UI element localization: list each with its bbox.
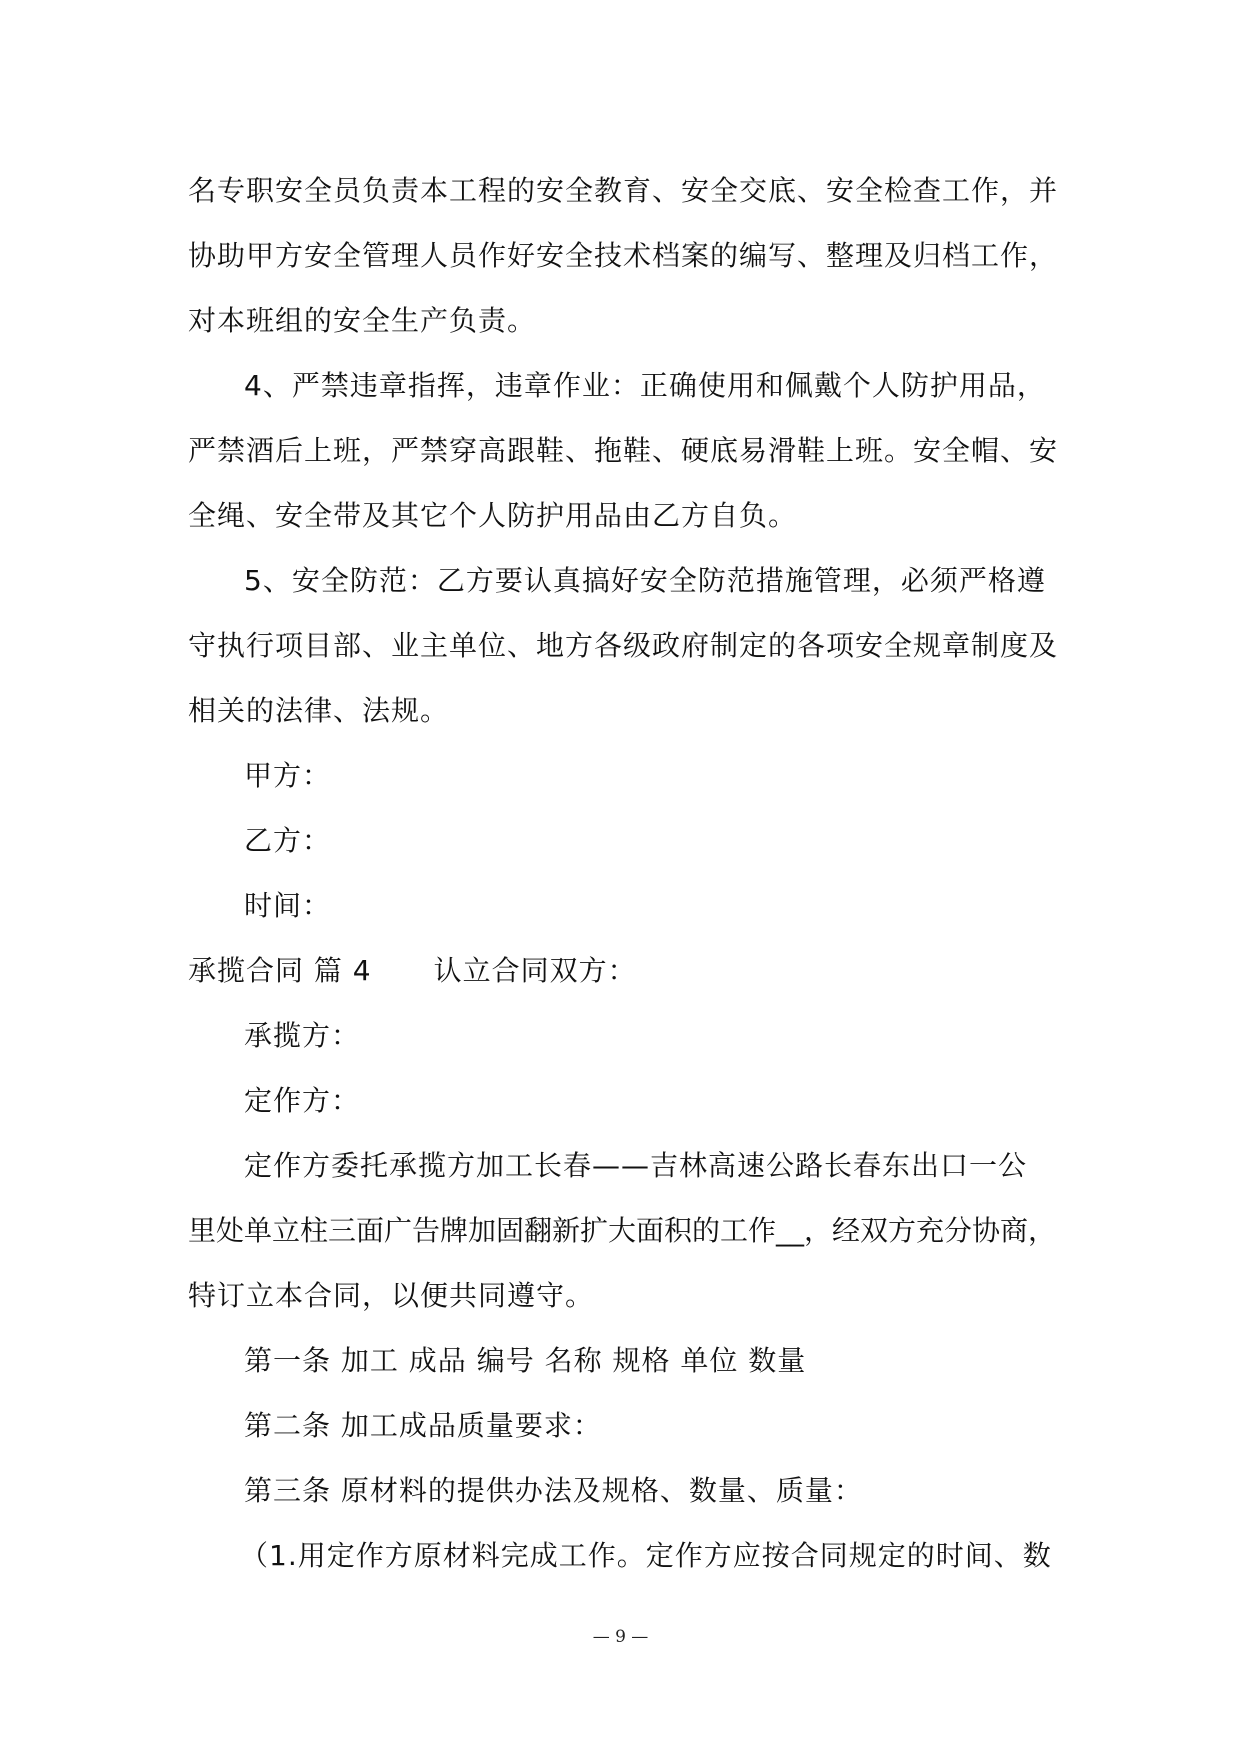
client-label: 定作方：	[244, 1084, 361, 1117]
text-line: 相关的法律、法规。	[188, 694, 450, 727]
contractor-label: 承揽方：	[244, 1019, 361, 1052]
text-line: 5、安全防范：乙方要认真搞好安全防范措施管理，必须严格遵	[244, 564, 1046, 597]
text-line: 全绳、安全带及其它个人防护用品由乙方自负。	[188, 499, 798, 532]
text-line: 对本班组的安全生产负责。	[188, 304, 537, 337]
text-line: 里处单立柱三面广告牌加固翻新扩大面积的工作__，经双方充分协商，	[188, 1214, 1057, 1247]
party-b-label: 乙方：	[244, 824, 332, 857]
page-number: — 9 —	[592, 1627, 649, 1647]
section-heading: 承揽合同 篇 4	[188, 954, 372, 987]
text-line: 协助甲方安全管理人员作好安全技术档案的编写、整理及归档工作，	[188, 239, 1059, 272]
section-intro: 认立合同双方：	[433, 954, 637, 987]
section-heading-line	[188, 938, 1058, 1003]
date-label: 时间：	[244, 889, 332, 922]
party-a-label: 甲方：	[244, 759, 332, 792]
text-line: （1.用定作方原材料完成工作。定作方应按合同规定的时间、数	[240, 1539, 1052, 1572]
article-three: 第三条 原材料的提供办法及规格、数量、质量：	[244, 1474, 863, 1507]
text-line: 定作方委托承揽方加工长春——吉林高速公路长春东出口一公	[244, 1149, 1028, 1182]
text-line: 严禁酒后上班，严禁穿高跟鞋、拖鞋、硬底易滑鞋上班。安全帽、安	[188, 434, 1059, 467]
text-line: 守执行项目部、业主单位、地方各级政府制定的各项安全规章制度及	[188, 629, 1059, 662]
document-body	[188, 158, 1058, 1588]
article-two: 第二条 加工成品质量要求：	[244, 1409, 602, 1442]
text-line: 名专职安全员负责本工程的安全教育、安全交底、安全检查工作，并	[188, 174, 1059, 207]
text-line: 特订立本合同，以便共同遵守。	[188, 1279, 595, 1312]
text-line: 4、严禁违章指挥，违章作业：正确使用和佩戴个人防护用品，	[244, 369, 1046, 402]
article-one: 第一条 加工 成品 编号 名称 规格 单位 数量	[244, 1344, 807, 1377]
